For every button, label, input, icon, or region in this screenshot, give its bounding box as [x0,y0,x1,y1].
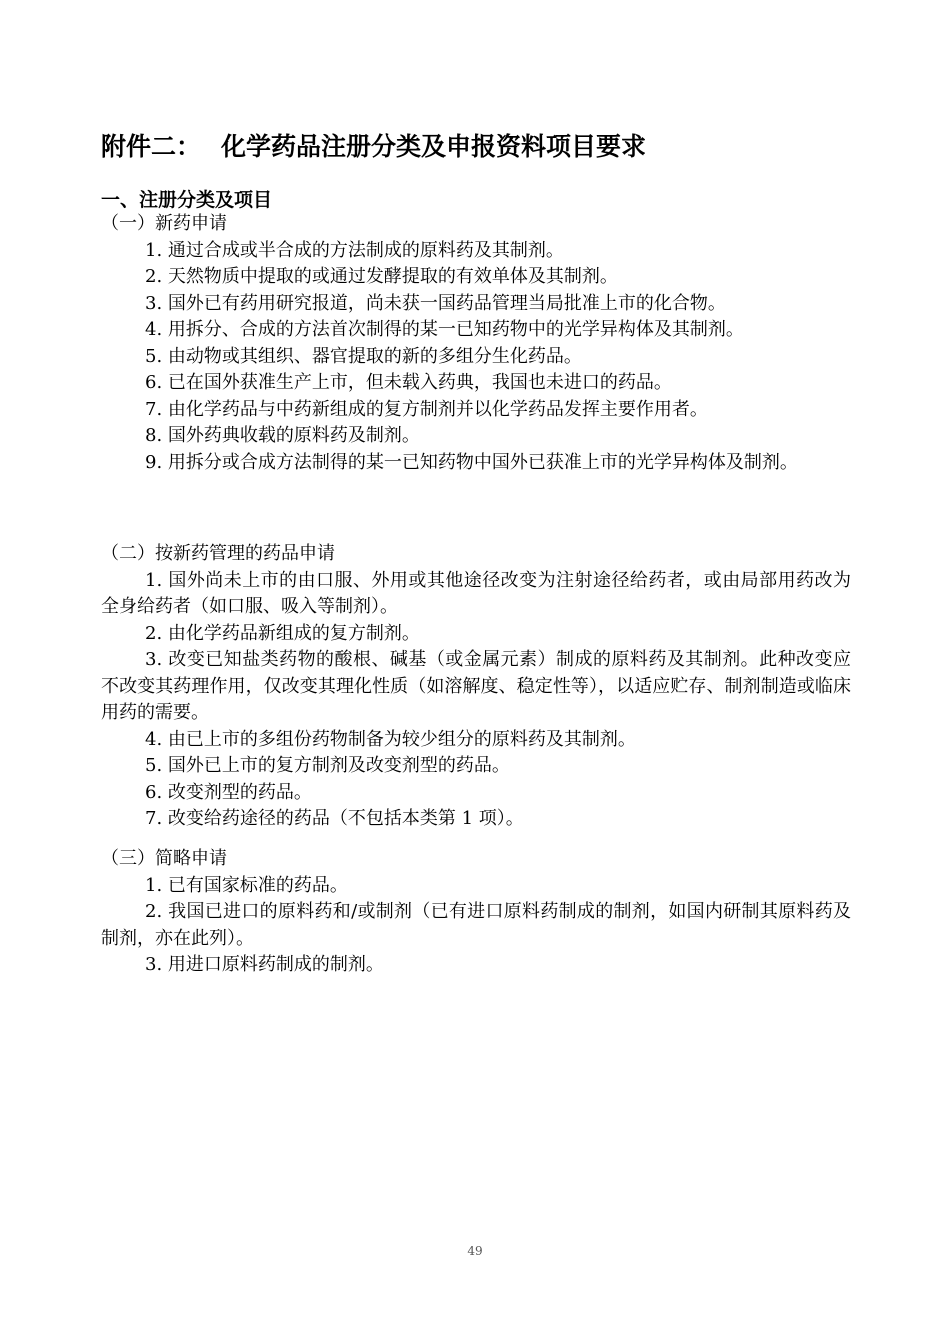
list-item: 7. 改变给药途径的药品（不包括本类第 1 项）。 [145,808,524,829]
document-title [101,130,861,164]
list-item: 6. 已在国外获准生产上市，但未载入药典，我国也未进口的药品。 [145,372,672,393]
list-item: 5. 国外已上市的复方制剂及改变剂型的药品。 [145,755,510,776]
title-main: 化学药品注册分类及申报资料项目要求 [221,132,647,161]
list-item: 7. 由化学药品与中药新组成的复方制剂并以化学药品发挥主要作用者。 [145,398,708,420]
list-item: 1. 已有国家标准的药品。 [145,874,348,896]
section-abbreviated-application [101,846,851,979]
subsection-title: （二）按新药管理的药品申请 [101,543,335,564]
list-item: 4. 由已上市的多组份药物制备为较少组分的原料药及其制剂。 [145,728,636,750]
list-item: 5. 由动物或其组织、器官提取的新的多组分生化药品。 [145,345,582,367]
section-managed-as-new-drug [101,541,851,833]
title-prefix: 附件二： [101,132,202,161]
list-item: 2. 由化学药品新组成的复方制剂。 [145,622,420,644]
list-item: 1. 国外尚未上市的由口服、外用或其他途径改变为注射途径给药者，或由局部用药改为全身给药者（如口服、吸入等制剂）。 [101,569,851,617]
list-item: 6. 改变剂型的药品。 [145,781,312,803]
subsection-title: （三）简略申请 [101,848,227,869]
list-item: 2. 我国已进口的原料药和/或制剂（已有进口原料药制成的制剂，如国内研制其原料药及制剂，亦在此列）。 [101,901,851,949]
section-heading: 一、注册分类及项目 [101,189,273,211]
list-item: 3. 改变已知盐类药物的酸根、碱基（或金属元素）制成的原料药及其制剂。此种改变应不改变其药理作用，仅改变其理化性质（如溶解度、稳定性等），以适应贮存、制剂制造或临床用药的需要。 [101,649,851,723]
list-item: 1. 通过合成或半合成的方法制成的原料药及其制剂。 [145,239,564,261]
page-number: 49 [467,1244,483,1258]
list-item: 3. 国外已有药用研究报道，尚未获一国药品管理当局批准上市的化合物。 [145,292,726,314]
list-item: 9. 用拆分或合成方法制得的某一已知药物中国外已获准上市的光学异构体及制剂。 [145,451,798,473]
list-item: 2. 天然物质中提取的或通过发酵提取的有效单体及其制剂。 [145,266,618,287]
list-item: 4. 用拆分、合成的方法首次制得的某一已知药物中的光学异构体及其制剂。 [145,319,744,340]
list-item: 8. 国外药典收载的原料药及制剂。 [145,425,420,446]
section-new-drug-application [101,211,851,476]
subsection-title: （一）新药申请 [101,213,227,234]
list-item: 3. 用进口原料药制成的制剂。 [145,954,384,975]
